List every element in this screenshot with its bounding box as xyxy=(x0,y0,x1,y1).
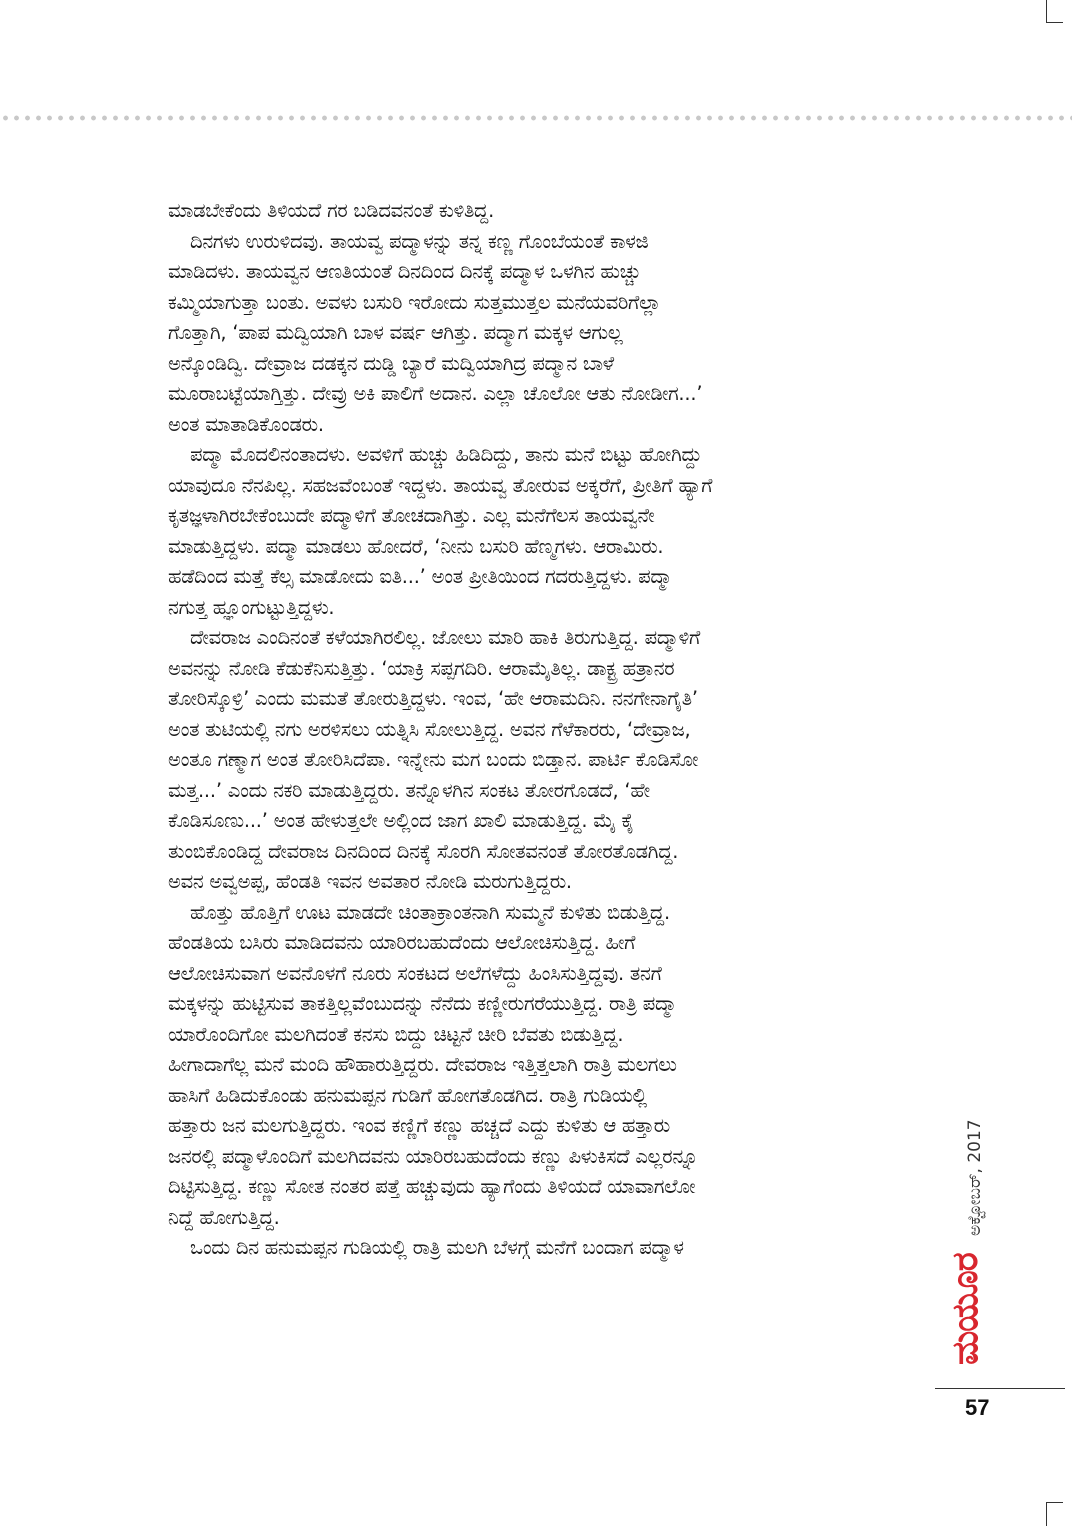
text-line: ಹತ್ತಾರು ಜನ ಮಲಗುತ್ತಿದ್ದರು. ಇಂವ ಕಣ್ಣಿಗೆ ಕಣ್ಣು ಹಚ್ಚದೆ ಎದ್ದು ಕುಳಿತು ಆ ಹತ್ತಾರು xyxy=(168,1114,670,1137)
text-line: ಅವನನ್ನು ನೋಡಿ ಕೆಡುಕೆನಿಸುತ್ತಿತ್ತು. ‘ಯಾಕ್ರಿ ಸಪ್ಪಗದಿರಿ. ಆರಾಮೈತಿಲ್ಲ. ಡಾಕ್ಟ್ರ ಹತ್ರಾನರ xyxy=(168,656,675,680)
dotted-header-rule xyxy=(0,114,1072,122)
text-line: ದಿಟ್ಟಿಸುತ್ತಿದ್ದ. ಕಣ್ಣು ಸೋತ ನಂತರ ಪತ್ತೆ ಹಚ್ಚುವುದು ಹ್ಯಾಗೆಂದು ತಿಳಿಯದೆ ಯಾವಾಗಲೋ xyxy=(168,1175,696,1198)
text-line: ಕೊಡಿಸೂಣು...’ ಅಂತ ಹೇಳುತ್ತಲೇ ಅಲ್ಲಿಂದ ಜಾಗ ಖಾಲಿ ಮಾಡುತ್ತಿದ್ದ. ಮೈ ಕೈ xyxy=(168,809,635,832)
text-line: ಮಕ್ಕಳನ್ನು ಹುಟ್ಟಿಸುವ ತಾಕತ್ತಿಲ್ಲವೆಂಬುದನ್ನು ನೆನೆದು ಕಣ್ಣೀರುಗರೆಯುತ್ತಿದ್ದ. ರಾತ್ರಿ ಪದ್ಮಾ xyxy=(168,992,677,1015)
text-line: ಅನ್ಕೊಂಡಿದ್ವಿ. ದೇವ್ರಾಜ ದಡಕ್ಕನ ದುಡ್ಡಿ ಬ್ಯಾರೆ ಮದ್ವಿಯಾಗಿದ್ರ ಪದ್ಮಾನ ಬಾಳೆ xyxy=(168,351,614,375)
text-line: ಹಾಸಿಗೆ ಹಿಡಿದುಕೊಂಡು ಹನುಮಪ್ಪನ ಗುಡಿಗೆ ಹೋಗತೊಡಗಿದ. ರಾತ್ರಿ ಗುಡಿಯಲ್ಲಿ xyxy=(168,1083,647,1107)
paragraph-start-line: ದಿನಗಳು ಉರುಳಿದವು. ತಾಯವ್ವ ಪದ್ಮಾಳನ್ನು ತನ್ನ ಕಣ್ಣ ಗೊಂಬೆಯಂತೆ ಕಾಳಜಿ xyxy=(190,229,649,253)
text-line: ಮಾಡಬೇಕೆಂದು ತಿಳಿಯದೆ ಗರ ಬಡಿದವನಂತೆ ಕುಳಿತಿದ್ದ. xyxy=(168,199,495,222)
article-body xyxy=(168,196,913,1264)
text-line: ಅಂತ ಮಾತಾಡಿಕೊಂಡರು. xyxy=(168,412,324,436)
text-line: ಆಲೋಚಿಸುವಾಗ ಅವನೊಳಗೆ ನೂರು ಸಂಕಟದ ಅಲೆಗಳೆದ್ದು ಹಿಂಸಿಸುತ್ತಿದ್ದವು. ತನಗೆ xyxy=(168,961,662,985)
text-line: ಅವನ ಅವ್ವಅಪ್ಪ, ಹೆಂಡತಿ ಇವನ ಅವತಾರ ನೋಡಿ ಮರುಗುತ್ತಿದ್ದರು. xyxy=(168,870,572,893)
text-line: ಹೆಂಡತಿಯ ಬಸಿರು ಮಾಡಿದವನು ಯಾರಿರಬಹುದೆಂದು ಆಲೋಚಿಸುತ್ತಿದ್ದ. ಹೀಗೆ xyxy=(168,931,636,954)
folio-rule xyxy=(935,1388,1065,1389)
crop-mark-bottom xyxy=(1046,1502,1063,1526)
text-line: ಹೀಗಾದಾಗೆಲ್ಲ ಮನೆ ಮಂದಿ ಹೌಹಾರುತ್ತಿದ್ದರು. ದೇವರಾಜ ಇತ್ತಿತ್ತಲಾಗಿ ರಾತ್ರಿ ಮಲಗಲು xyxy=(168,1053,677,1076)
text-line: ಮೂರಾಬಟ್ಟೆಯಾಗ್ತಿತ್ತು. ದೇವ್ರು ಅಕಿ ಪಾಲಿಗೆ ಅದಾನ. ಎಲ್ಲಾ ಚೊಲೋ ಆತು ನೋಡೀಗ...’ xyxy=(168,382,703,405)
text-line: ಹಡೆದಿಂದ ಮತ್ತೆ ಕೆಲ್ಸ ಮಾಡೋದು ಐತಿ...’ ಅಂತ ಪ್ರೀತಿಯಿಂದ ಗದರುತ್ತಿದ್ದಳು. ಪದ್ಮಾ xyxy=(168,565,673,588)
text-line: ನಿದ್ದೆ ಹೋಗುತ್ತಿದ್ದ. xyxy=(168,1205,280,1229)
paragraph-start-line: ದೇವರಾಜ ಎಂದಿನಂತೆ ಕಳೆಯಾಗಿರಲಿಲ್ಲ. ಜೋಲು ಮಾರಿ ಹಾಕಿ ತಿರುಗುತ್ತಿದ್ದ. ಪದ್ಮಾಳಿಗೆ xyxy=(190,626,701,649)
text-line: ತುಂಬಿಕೊಂಡಿದ್ದ ದೇವರಾಜ ದಿನದಿಂದ ದಿನಕ್ಕೆ ಸೊರಗಿ ಸೋತವನಂತೆ ತೋರತೊಡಗಿದ್ದ. xyxy=(168,839,679,863)
text-line: ತೋರಿಸ್ಕೊಳ್ರಿ’ ಎಂದು ಮಮತೆ ತೋರುತ್ತಿದ್ದಳು. ಇಂವ, ‘ಹೇ ಆರಾಮದಿನಿ. ನನಗೇನಾಗೈತಿ’ xyxy=(168,687,698,710)
paragraph-start-line: ಪದ್ಮಾ ಮೊದಲಿನಂತಾದಳು. ಅವಳಿಗೆ ಹುಚ್ಚು ಹಿಡಿದಿದ್ದು, ತಾನು ಮನೆ ಬಿಟ್ಟು ಹೋಗಿದ್ದು xyxy=(190,443,702,466)
issue-date: ಅಕ್ಟೋಬರ್, 2017 xyxy=(965,1119,985,1236)
text-line: ಅಂತ ತುಟಿಯಲ್ಲಿ ನಗು ಅರಳಿಸಲು ಯತ್ನಿಸಿ ಸೋಲುತ್ತಿದ್ದ. ಅವನ ಗೆಳೆಕಾರರು, ‘ದೇವ್ರಾಜ, xyxy=(168,717,691,741)
text-line: ಕೃತಜ್ಞಳಾಗಿರಬೇಕೆಂಬುದೇ ಪದ್ಮಾಳಿಗೆ ತೋಚದಾಗಿತ್ತು. ಎಲ್ಲ ಮನೆಗೆಲಸ ತಾಯವ್ವನೇ xyxy=(168,504,655,527)
text-line: ಮಾಡುತ್ತಿದ್ದಳು. ಪದ್ಮಾ ಮಾಡಲು ಹೋದರೆ, ‘ನೀನು ಬಸುರಿ ಹೆಣ್ಮಗಳು. ಆರಾಮಿರು. xyxy=(168,534,664,558)
text-line: ಜನರಲ್ಲಿ ಪದ್ಮಾಳೊಂದಿಗೆ ಮಲಗಿದವನು ಯಾರಿರಬಹುದೆಂದು ಕಣ್ಣು ಪಿಳುಕಿಸದೆ ಎಲ್ಲರನ್ನೂ xyxy=(168,1144,698,1168)
text-line: ಮಾಡಿದಳು. ತಾಯವ್ವನ ಆಣತಿಯಂತೆ ದಿನದಿಂದ ದಿನಕ್ಕೆ ಪದ್ಮಾಳ ಒಳಗಿನ ಹುಚ್ಚು xyxy=(168,260,641,283)
text-line: ಯಾರೊಂದಿಗೋ ಮಲಗಿದಂತೆ ಕನಸು ಬಿದ್ದು ಚಿಟ್ಟನೆ ಚೀರಿ ಬೆವತು ಬಿಡುತ್ತಿದ್ದ. xyxy=(168,1022,624,1046)
magazine-logo: ಮಯೂರ xyxy=(945,1253,986,1365)
paragraph-start-line: ಒಂದು ದಿನ ಹನುಮಪ್ಪನ ಗುಡಿಯಲ್ಲಿ ರಾತ್ರಿ ಮಲಗಿ ಬೆಳಗ್ಗೆ ಮನೆಗೆ ಬಂದಾಗ ಪದ್ಮಾಳ xyxy=(190,1236,684,1259)
text-line: ಯಾವುದೂ ನೆನಪಿಲ್ಲ. ಸಹಜವೆಂಬಂತೆ ಇದ್ದಳು. ತಾಯವ್ವ ತೋರುವ ಅಕ್ಕರೆಗೆ, ಪ್ರೀತಿಗೆ ಹ್ಯಾಗೆ xyxy=(168,473,713,497)
crop-mark-top xyxy=(1046,0,1063,23)
text-line: ಅಂತೂ ಗಣ್ಮಾಗ ಅಂತ ತೋರಿಸಿದೆಪಾ. ಇನ್ನೇನು ಮಗ ಬಂದು ಬಿಡ್ತಾನ. ಪಾರ್ಟಿ ಕೊಡಿಸೋ xyxy=(168,748,699,771)
paragraph-start-line: ಹೊತ್ತು ಹೊತ್ತಿಗೆ ಊಟ ಮಾಡದೇ ಚಿಂತಾಕ್ರಾಂತನಾಗಿ ಸುಮ್ಮನೆ ಕುಳಿತು ಬಿಡುತ್ತಿದ್ದ. xyxy=(190,900,670,924)
text-line: ಮತ್ತ...’ ಎಂದು ನಕರಿ ಮಾಡುತ್ತಿದ್ದರು. ತನ್ನೊಳಗಿನ ಸಂಕಟ ತೋರಗೊಡದೆ, ‘ಹೇ xyxy=(168,778,650,802)
text-line: ಕಮ್ಮಿಯಾಗುತ್ತಾ ಬಂತು. ಅವಳು ಬಸುರಿ ಇರೋದು ಸುತ್ತಮುತ್ತಲ ಮನೆಯವರಿಗೆಲ್ಲಾ xyxy=(168,290,661,314)
page-number: 57 xyxy=(965,1395,990,1420)
text-line: ನಗುತ್ತ ಹ್ಞೂಂಗುಟ್ಟುತ್ತಿದ್ದಳು. xyxy=(168,595,335,619)
text-line: ಗೊತ್ತಾಗಿ, ‘ಪಾಪ ಮದ್ವಿಯಾಗಿ ಬಾಳ ವರ್ಷ ಆಗಿತ್ತು. ಪದ್ಮಾಗ ಮಕ್ಕಳ ಆಗುಲ್ಲ xyxy=(168,321,623,344)
